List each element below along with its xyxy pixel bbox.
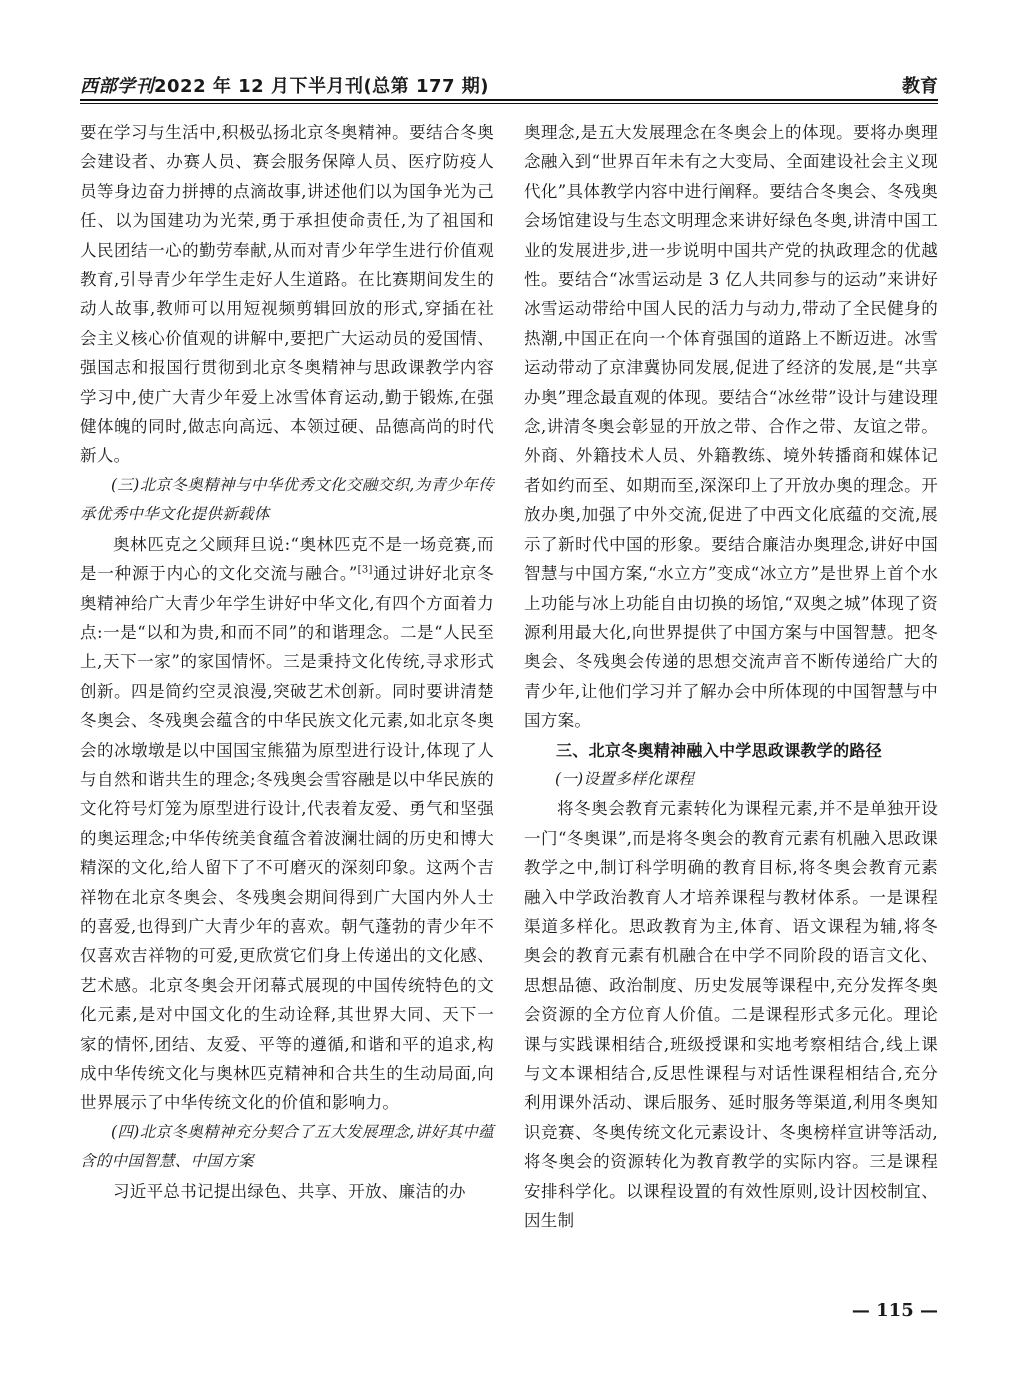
paragraph: 习近平总书记提出绿色、共享、开放、廉洁的办 (113, 1181, 466, 1201)
header-rule-thick (80, 99, 938, 101)
section-label: 教育 (902, 76, 938, 97)
journal-title (80, 72, 489, 98)
header-rule-thin (80, 103, 938, 104)
quote-text: 奥林匹克之父顾拜旦说:“奥林匹克不是一场竞赛,而是一种源于内心的文化交流与融合。” (80, 534, 494, 584)
page-number: — 115 — (851, 1300, 938, 1321)
journal-issue: 2022 年 12 月下半月刊(总第 177 期) (154, 76, 490, 97)
paragraph: 将冬奥会教育元素转化为课程元素,并不是单独开设一门“冬奥课”,而是将冬奥会的教育元素有机融入思政课教学之中,制订科学明确的教育目标,将冬奥会教育元素融入中学政治教育人才培养课程与教材体系。一是课程渠道多样化。思政教育为主,体育、语文课程为辅,将冬奥会的教育元素有机融合在中学不同阶段的语言文化、思想品德、政治制度、历史发展等课程中,充分发挥冬奥会资源的全方位育人价值。二是课程形式多元化。理论课与实践课相结合,班级授课和实地考察相结合,线上课与文本课相结合,反思性课程与对话性课程相结合,充分利用课外活动、课后服务、延时服务等渠道,利用冬奥知识竞赛、冬奥传统文化元素设计、冬奥榜样宣讲等活动,将冬奥会的资源转化为教育教学的实际内容。三是课程安排科学化。以课程设置的有效性原则,设计因校制宜、因生制 (524, 799, 938, 1231)
citation-ref: [3] (357, 564, 373, 576)
running-header (80, 70, 938, 98)
subsection-heading: (一)设置多样化课程 (555, 769, 695, 788)
right-column (524, 118, 938, 1235)
subsection-heading: (四)北京冬奥精神充分契合了五大发展理念,讲好其中蕴含的中国智慧、中国方案 (80, 1122, 494, 1171)
left-column (80, 118, 494, 1206)
paragraph-continuation: 通过讲好北京冬奥精神给广大青少年学生讲好中华文化,有四个方面着力点:一是“以和为贵,和而不同”的和谐理念。二是“人民至上,天下一家”的家国情怀。三是秉持文化传统,寻求形式创新。四是简约空灵浪漫,突破艺术创新。同时要讲清楚冬奥会、冬残奥会蕴含的中华民族文化元素,如北京冬奥会的冰墩墩是以中国国宝熊猫为原型进行设计,体现了人与自然和谐共生的理念;冬残奥会雪容融是以中华民族的文化符号灯笼为原型进行设计,代表着友爱、勇气和坚强的奥运理念;中华传统美食蕴含着波澜壮阔的历史和博大精深的文化,给人留下了不可磨灭的深刻印象。这两个吉祥物在北京冬奥会、冬残奥会期间得到广大国内外人士的喜爱,也得到广大青少年的喜欢。朝气蓬勃的青少年不仅喜欢吉祥物的可爱,更欣赏它们身上传递出的文化感、艺术感。北京冬奥会开闭幕式展现的中国传统特色的文化元素,是对中国文化的生动诠释,其世界大同、天下一家的情怀,团结、友爱、平等的遵循,和谐和平的追求,构成中华传统文化与奥林匹克精神和合共生的生动局面,向世界展示了中华传统文化的价值和影响力。 (80, 564, 494, 1113)
journal-logo: 西部学刊 (80, 76, 154, 97)
paragraph: 要在学习与生活中,积极弘扬北京冬奥精神。要结合冬奥会建设者、办赛人员、赛会服务保障人员、医疗防疫人员等身边奋力拼搏的点滴故事,讲述他们以为国争光为己任、以为国建功为光荣,勇于承担使命责任,为了祖国和人民团结一心的勤劳奉献,从而对青少年学生进行价值观教育,引导青少年学生走好人生道路。在比赛期间发生的动人故事,教师可以用短视频剪辑回放的形式,穿插在社会主义核心价值观的讲解中,要把广大运动员的爱国情、强国志和报国行贯彻到北京冬奥精神与思政课教学内容学习中,使广大青少年爱上冰雪体育运动,勤于锻炼,在强健体魄的同时,做志向高远、本领过硬、品德高尚的时代新人。 (80, 123, 494, 466)
subsection-heading: (三)北京冬奥精神与中华优秀文化交融交织,为青少年传承优秀中华文化提供新载体 (80, 475, 494, 524)
section-heading: 三、北京冬奥精神融入中学思政课教学的路径 (556, 740, 883, 760)
paragraph (80, 530, 494, 1118)
paragraph: 奥理念,是五大发展理念在冬奥会上的体现。要将办奥理念融入到“世界百年未有之大变局、全面建设社会主义现代化”具体教学内容中进行阐释。要结合冬奥会、冬残奥会场馆建设与生态文明理念来讲好绿色冬奥,讲清中国工业的发展进步,进一步说明中国共产党的执政理念的优越性。要结合“冰雪运动是 3 亿人共同参与的运动”来讲好冰雪运动带给中国人民的活力与动力,带动了全民健身的热潮,中国正在向一个体育强国的道路上不断迈进。冰雪运动带动了京津冀协同发展,促进了经济的发展,是“共享办奥”理念最直观的体现。要结合“冰丝带”设计与建设理念,讲清冬奥会彰显的开放之带、合作之带、友谊之带。外商、外籍技术人员、外籍教练、境外转播商和媒体记者如约而至、如期而至,深深印上了开放办奥的理念。开放办奥,加强了中外交流,促进了中西文化底蕴的交流,展示了新时代中国的形象。要结合廉洁办奥理念,讲好中国智慧与中国方案,“水立方”变成“冰立方”是世界上首个水上功能与冰上功能自由切换的场馆,“双奥之城”体现了资源利用最大化,向世界提供了中国方案与中国智慧。把冬奥会、冬残奥会传递的思想交流声音不断传递给广大的青少年,让他们学习并了解办会中所体现的中国智慧与中国方案。 (524, 123, 938, 731)
